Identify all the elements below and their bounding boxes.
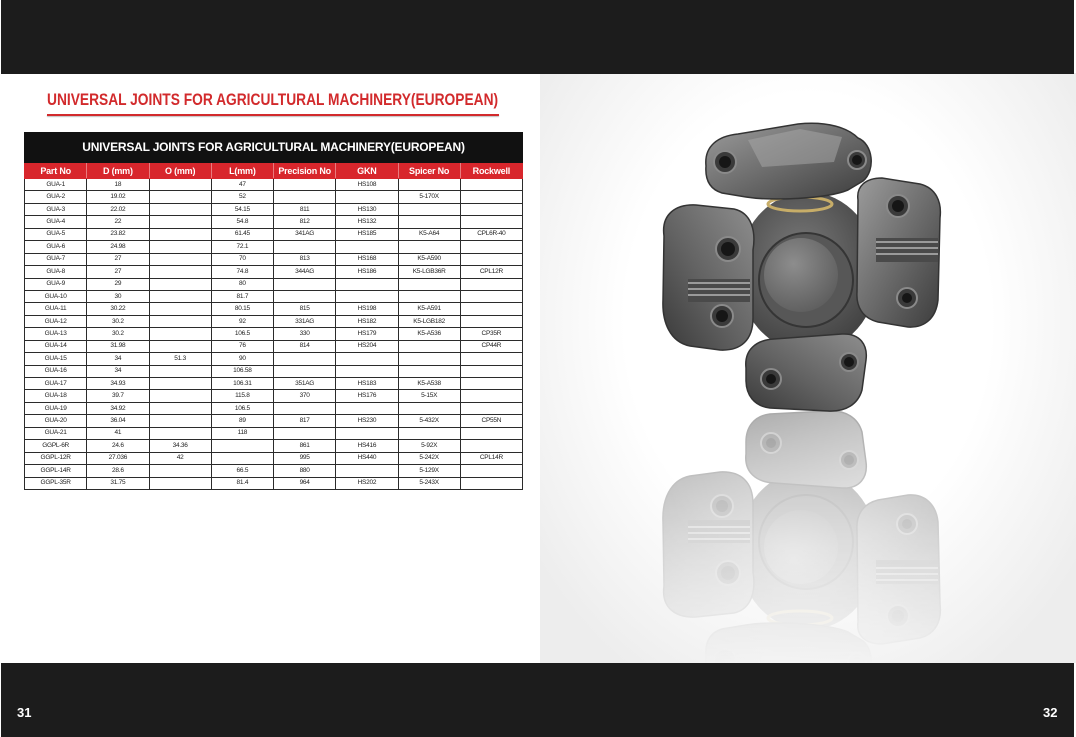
cell-gkn: HS202: [336, 477, 398, 489]
table-row: [25, 440, 523, 452]
cell-l-mm: 47: [211, 179, 273, 191]
cell-spicer-no: 5-243X: [398, 477, 460, 489]
cell-gkn: HS198: [336, 303, 398, 315]
cell-o-mm: [149, 266, 211, 278]
cell-gkn: HS416: [336, 440, 398, 452]
cell-spicer-no: [398, 340, 460, 352]
cell-gkn: [336, 427, 398, 439]
cell-l-mm: 118: [211, 427, 273, 439]
cell-rockwell: CPL12R: [460, 266, 522, 278]
cell-gkn: HS230: [336, 415, 398, 427]
cell-l-mm: 76: [211, 340, 273, 352]
cell-rockwell: CPL14R: [460, 452, 522, 464]
cell-precision-no: 341AG: [274, 228, 336, 240]
cell-d-mm: 30.2: [87, 315, 149, 327]
cell-l-mm: 81.7: [211, 290, 273, 302]
cell-part-no: GUA-18: [25, 390, 87, 402]
table-row: [25, 378, 523, 390]
cell-part-no: GUA-2: [25, 191, 87, 203]
cell-spicer-no: K5-A64: [398, 228, 460, 240]
cell-l-mm: 89: [211, 415, 273, 427]
cell-gkn: HS182: [336, 315, 398, 327]
cell-spicer-no: 5-15X: [398, 390, 460, 402]
title-underline: [47, 114, 499, 116]
cell-rockwell: [460, 378, 522, 390]
table-row: [25, 315, 523, 327]
cell-o-mm: [149, 477, 211, 489]
cell-rockwell: CP44R: [460, 340, 522, 352]
table-row: [25, 216, 523, 228]
cell-part-no: GUA-9: [25, 278, 87, 290]
cell-rockwell: CP35R: [460, 328, 522, 340]
table-row: [25, 241, 523, 253]
cell-rockwell: [460, 440, 522, 452]
cell-gkn: [336, 465, 398, 477]
cell-rockwell: [460, 191, 522, 203]
cell-precision-no: [274, 241, 336, 253]
cell-precision-no: 370: [274, 390, 336, 402]
cell-part-no: GGPL-6R: [25, 440, 87, 452]
table-row: [25, 427, 523, 439]
cell-part-no: GGPL-35R: [25, 477, 87, 489]
bottom-bar: [1, 663, 1074, 737]
cell-d-mm: 27: [87, 253, 149, 265]
cell-o-mm: [149, 402, 211, 414]
cell-o-mm: [149, 315, 211, 327]
cell-part-no: GUA-11: [25, 303, 87, 315]
cell-part-no: GUA-13: [25, 328, 87, 340]
table-body: [25, 179, 523, 490]
cell-d-mm: 19.02: [87, 191, 149, 203]
table-row: [25, 328, 523, 340]
cell-part-no: GUA-17: [25, 378, 87, 390]
cell-l-mm: 80.15: [211, 303, 273, 315]
cell-precision-no: 811: [274, 203, 336, 215]
cell-o-mm: [149, 390, 211, 402]
cell-d-mm: 30.2: [87, 328, 149, 340]
cell-part-no: GUA-6: [25, 241, 87, 253]
cell-part-no: GUA-10: [25, 290, 87, 302]
cell-d-mm: 30.22: [87, 303, 149, 315]
cell-rockwell: [460, 303, 522, 315]
cell-gkn: HS168: [336, 253, 398, 265]
table-row: [25, 452, 523, 464]
table-row: [25, 253, 523, 265]
table-row: [25, 266, 523, 278]
cell-d-mm: 34.93: [87, 378, 149, 390]
cell-precision-no: 964: [274, 477, 336, 489]
cell-spicer-no: 5-242X: [398, 452, 460, 464]
cell-d-mm: 39.7: [87, 390, 149, 402]
right-page-number: 32: [1043, 705, 1058, 720]
cell-o-mm: 51.3: [149, 353, 211, 365]
cell-l-mm: [211, 440, 273, 452]
column-header-gkn: GKN: [336, 164, 398, 179]
table-row: [25, 179, 523, 191]
cell-d-mm: 24.98: [87, 241, 149, 253]
cell-o-mm: [149, 191, 211, 203]
cell-gkn: [336, 191, 398, 203]
table-row: [25, 353, 523, 365]
cell-o-mm: 34.36: [149, 440, 211, 452]
cell-o-mm: [149, 328, 211, 340]
cell-d-mm: 41: [87, 427, 149, 439]
cell-gkn: HS186: [336, 266, 398, 278]
cell-rockwell: CP55N: [460, 415, 522, 427]
cell-part-no: GUA-3: [25, 203, 87, 215]
cell-rockwell: [460, 253, 522, 265]
cell-d-mm: 28.6: [87, 465, 149, 477]
cell-d-mm: 34: [87, 353, 149, 365]
cell-rockwell: [460, 477, 522, 489]
cell-spicer-no: [398, 179, 460, 191]
cell-l-mm: 74.8: [211, 266, 273, 278]
cell-l-mm: 115.8: [211, 390, 273, 402]
cell-d-mm: 29: [87, 278, 149, 290]
cell-spicer-no: [398, 402, 460, 414]
cell-spicer-no: K5-A536: [398, 328, 460, 340]
cell-d-mm: 27.036: [87, 452, 149, 464]
cell-rockwell: [460, 390, 522, 402]
column-header-part-no: Part No: [25, 164, 87, 179]
cell-rockwell: [460, 179, 522, 191]
cell-part-no: GGPL-14R: [25, 465, 87, 477]
cell-d-mm: 36.04: [87, 415, 149, 427]
cell-precision-no: 344AG: [274, 266, 336, 278]
table-row: [25, 340, 523, 352]
spec-table-container: [24, 132, 523, 490]
cell-gkn: HS179: [336, 328, 398, 340]
cell-rockwell: [460, 402, 522, 414]
cell-precision-no: 813: [274, 253, 336, 265]
cell-l-mm: 54.15: [211, 203, 273, 215]
spec-table: [24, 163, 523, 490]
cell-part-no: GUA-4: [25, 216, 87, 228]
cell-spicer-no: 5-170X: [398, 191, 460, 203]
cell-o-mm: 42: [149, 452, 211, 464]
cell-rockwell: [460, 353, 522, 365]
cell-spicer-no: K5-LGB36R: [398, 266, 460, 278]
cell-precision-no: 880: [274, 465, 336, 477]
cell-spicer-no: [398, 216, 460, 228]
cell-part-no: GUA-1: [25, 179, 87, 191]
cell-part-no: GUA-14: [25, 340, 87, 352]
cell-spicer-no: [398, 290, 460, 302]
cell-part-no: GGPL-12R: [25, 452, 87, 464]
cell-o-mm: [149, 241, 211, 253]
cell-l-mm: 92: [211, 315, 273, 327]
cell-rockwell: [460, 216, 522, 228]
column-header-rockwell: Rockwell: [460, 164, 522, 179]
cell-gkn: HS176: [336, 390, 398, 402]
cell-rockwell: [460, 241, 522, 253]
table-row: [25, 303, 523, 315]
cell-o-mm: [149, 365, 211, 377]
table-row: [25, 465, 523, 477]
cell-l-mm: 106.5: [211, 402, 273, 414]
table-row: [25, 278, 523, 290]
cell-gkn: [336, 290, 398, 302]
cell-o-mm: [149, 290, 211, 302]
cell-rockwell: [460, 290, 522, 302]
cell-l-mm: 54.8: [211, 216, 273, 228]
cell-part-no: GUA-5: [25, 228, 87, 240]
cell-spicer-no: K5-LGB182: [398, 315, 460, 327]
cell-l-mm: 106.5: [211, 328, 273, 340]
left-page-number: 31: [17, 705, 32, 720]
cell-spicer-no: K5-A538: [398, 378, 460, 390]
cell-d-mm: 34.92: [87, 402, 149, 414]
cell-rockwell: [460, 278, 522, 290]
cell-part-no: GUA-7: [25, 253, 87, 265]
cell-precision-no: 331AG: [274, 315, 336, 327]
cell-l-mm: 106.31: [211, 378, 273, 390]
cell-part-no: GUA-20: [25, 415, 87, 427]
cell-spicer-no: [398, 203, 460, 215]
cell-spicer-no: [398, 353, 460, 365]
cell-precision-no: [274, 278, 336, 290]
cell-precision-no: [274, 353, 336, 365]
cell-l-mm: 66.5: [211, 465, 273, 477]
cell-spicer-no: [398, 241, 460, 253]
cell-precision-no: [274, 427, 336, 439]
cell-precision-no: 330: [274, 328, 336, 340]
cell-d-mm: 34: [87, 365, 149, 377]
cell-l-mm: [211, 452, 273, 464]
cell-o-mm: [149, 415, 211, 427]
cell-precision-no: [274, 402, 336, 414]
cell-rockwell: [460, 465, 522, 477]
cell-gkn: HS108: [336, 179, 398, 191]
cell-o-mm: [149, 427, 211, 439]
cell-gkn: HS132: [336, 216, 398, 228]
table-row: [25, 290, 523, 302]
cell-o-mm: [149, 278, 211, 290]
cell-precision-no: 814: [274, 340, 336, 352]
table-row: [25, 402, 523, 414]
column-header-d-mm: D (mm): [87, 164, 149, 179]
cell-o-mm: [149, 203, 211, 215]
cell-precision-no: 817: [274, 415, 336, 427]
top-bar: [1, 0, 1074, 74]
cell-gkn: [336, 278, 398, 290]
column-header-spicer-no: Spicer No: [398, 164, 460, 179]
cell-spicer-no: K5-A591: [398, 303, 460, 315]
table-row: [25, 415, 523, 427]
cell-precision-no: 351AG: [274, 378, 336, 390]
cell-spicer-no: [398, 278, 460, 290]
cell-part-no: GUA-21: [25, 427, 87, 439]
cell-gkn: HS204: [336, 340, 398, 352]
table-row: [25, 390, 523, 402]
cell-l-mm: 52: [211, 191, 273, 203]
cell-spicer-no: [398, 365, 460, 377]
column-header-o-mm: O (mm): [149, 164, 211, 179]
cell-d-mm: 18: [87, 179, 149, 191]
cell-gkn: [336, 402, 398, 414]
cell-spicer-no: K5-A590: [398, 253, 460, 265]
cell-part-no: GUA-19: [25, 402, 87, 414]
cell-precision-no: [274, 290, 336, 302]
cell-o-mm: [149, 179, 211, 191]
cell-d-mm: 31.75: [87, 477, 149, 489]
cell-o-mm: [149, 228, 211, 240]
cell-spicer-no: [398, 427, 460, 439]
column-header-l-mm: L(mm): [211, 164, 273, 179]
cell-rockwell: [460, 203, 522, 215]
column-header-precision-no: Precision No: [274, 164, 336, 179]
table-row: [25, 365, 523, 377]
cell-precision-no: [274, 365, 336, 377]
cell-rockwell: CPL6R-40: [460, 228, 522, 240]
cell-l-mm: 72.1: [211, 241, 273, 253]
cell-spicer-no: 5-129X: [398, 465, 460, 477]
cell-rockwell: [460, 315, 522, 327]
cell-precision-no: [274, 191, 336, 203]
cell-d-mm: 24.6: [87, 440, 149, 452]
cell-o-mm: [149, 378, 211, 390]
cell-rockwell: [460, 427, 522, 439]
cell-o-mm: [149, 303, 211, 315]
cell-rockwell: [460, 365, 522, 377]
cell-o-mm: [149, 465, 211, 477]
cell-l-mm: 90: [211, 353, 273, 365]
cell-l-mm: 81.4: [211, 477, 273, 489]
cell-spicer-no: 5-92X: [398, 440, 460, 452]
cell-gkn: HS183: [336, 378, 398, 390]
cell-part-no: GUA-12: [25, 315, 87, 327]
cell-d-mm: 27: [87, 266, 149, 278]
cell-gkn: [336, 365, 398, 377]
cell-gkn: HS185: [336, 228, 398, 240]
table-row: [25, 203, 523, 215]
table-header-row: [25, 164, 523, 179]
cell-precision-no: 815: [274, 303, 336, 315]
table-title: UNIVERSAL JOINTS FOR AGRICULTURAL MACHINERY(EUROPEAN): [24, 132, 523, 163]
cell-d-mm: 22.02: [87, 203, 149, 215]
cell-d-mm: 22: [87, 216, 149, 228]
cell-precision-no: [274, 179, 336, 191]
universal-joint-photo: [663, 123, 940, 411]
cell-d-mm: 30: [87, 290, 149, 302]
cell-precision-no: 861: [274, 440, 336, 452]
cell-d-mm: 23.82: [87, 228, 149, 240]
table-row: [25, 477, 523, 489]
cell-d-mm: 31.98: [87, 340, 149, 352]
cell-spicer-no: 5-432X: [398, 415, 460, 427]
cell-gkn: HS130: [336, 203, 398, 215]
page-title: UNIVERSAL JOINTS FOR AGRICULTURAL MACHINERY(EUROPEAN): [47, 90, 499, 109]
universal-joint-reflection: [663, 411, 940, 665]
cell-l-mm: 70: [211, 253, 273, 265]
cell-l-mm: 61.45: [211, 228, 273, 240]
cell-gkn: HS440: [336, 452, 398, 464]
cell-precision-no: 812: [274, 216, 336, 228]
cell-o-mm: [149, 216, 211, 228]
table-row: [25, 228, 523, 240]
cell-l-mm: 80: [211, 278, 273, 290]
cell-gkn: [336, 353, 398, 365]
cell-o-mm: [149, 253, 211, 265]
cell-gkn: [336, 241, 398, 253]
table-row: [25, 191, 523, 203]
cell-part-no: GUA-8: [25, 266, 87, 278]
cell-part-no: GUA-16: [25, 365, 87, 377]
cell-o-mm: [149, 340, 211, 352]
cell-precision-no: 995: [274, 452, 336, 464]
universal-joint-image: [640, 110, 960, 665]
cell-l-mm: 106.58: [211, 365, 273, 377]
cell-part-no: GUA-15: [25, 353, 87, 365]
